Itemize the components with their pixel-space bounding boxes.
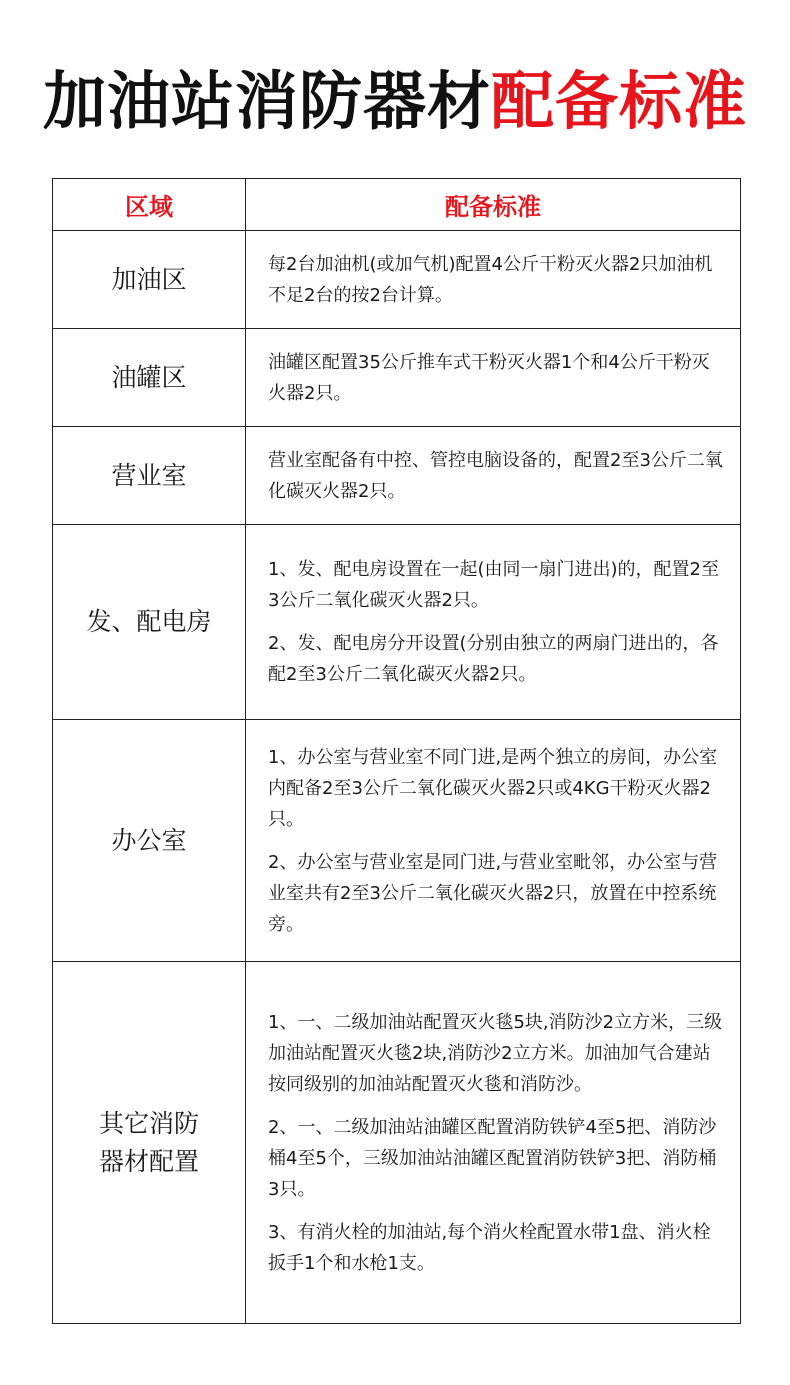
standard-paragraph: 2、发、配电房分开设置(分别由独立的两扇门进出的，各配2至3公斤二氧化碳灭火器2只。 xyxy=(268,633,719,685)
table-row xyxy=(53,427,741,525)
table-row xyxy=(53,231,741,329)
row-area-line: 器材配置 xyxy=(98,1146,199,1176)
standard-paragraph: 2、一、二级加油站油罐区配置消防铁铲4至5把、消防沙桶4至5个，三级加油站油罐区配置消防铁铲3把、消防桶3只。 xyxy=(268,1116,717,1200)
standard-paragraph: 1、发、配电房设置在一起(由同一扇门进出)的，配置2至3公斤二氧化碳灭火器2只。 xyxy=(268,559,719,611)
table-row xyxy=(53,329,741,427)
standard-paragraph: 油罐区配置35公斤推车式干粉灭火器1个和4公斤干粉灭火器2只。 xyxy=(268,351,710,404)
standard-paragraph: 1、一、二级加油站配置灭火毯5块,消防沙2立方米，三级加油站配置灭火毯2块,消防沙2立方米。加油加气合建站按同级别的加油站配置灭火毯和消防沙。 xyxy=(268,1011,723,1095)
equipment-standards-table xyxy=(52,178,741,1324)
row-standard xyxy=(246,329,741,427)
table-row xyxy=(53,525,741,720)
row-area: 发、配电房 xyxy=(53,525,246,720)
row-area: 办公室 xyxy=(53,720,246,962)
header-area: 区域 xyxy=(53,179,246,231)
header-standard: 配备标准 xyxy=(246,179,741,231)
standard-paragraph: 2、办公室与营业室是同门进,与营业室毗邻，办公室与营业室共有2至3公斤二氧化碳灭火器2只，放置在中控系统旁。 xyxy=(268,851,718,935)
title-red-part: 配备标准 xyxy=(491,65,747,138)
row-standard xyxy=(246,231,741,329)
row-area xyxy=(53,962,246,1324)
table-header-row xyxy=(53,179,741,231)
standard-paragraph: 每2台加油机(或加气机)配置4公斤干粉灭火器2只加油机不足2台的按2台计算。 xyxy=(268,253,713,306)
standard-paragraph: 3、有消火栓的加油站,每个消火栓配置水带1盘、消火栓扳手1个和水枪1支。 xyxy=(268,1221,711,1274)
row-standard xyxy=(246,962,741,1324)
standard-paragraph: 1、办公室与营业室不同门进,是两个独立的房间，办公室内配备2至3公斤二氧化碳灭火器2只或4KG干粉灭火器2只。 xyxy=(268,746,718,830)
standard-paragraph: 营业室配备有中控、管控电脑设备的，配置2至3公斤二氧化碳灭火器2只。 xyxy=(268,449,723,502)
row-standard xyxy=(246,427,741,525)
page-title xyxy=(0,62,790,142)
title-black-part: 加油站消防器材 xyxy=(43,65,491,138)
row-area: 营业室 xyxy=(53,427,246,525)
row-standard xyxy=(246,720,741,962)
row-standard xyxy=(246,525,741,720)
table-row xyxy=(53,962,741,1324)
table-row xyxy=(53,720,741,962)
row-area: 加油区 xyxy=(53,231,246,329)
row-area-line: 其它消防 xyxy=(98,1108,199,1138)
row-area: 油罐区 xyxy=(53,329,246,427)
